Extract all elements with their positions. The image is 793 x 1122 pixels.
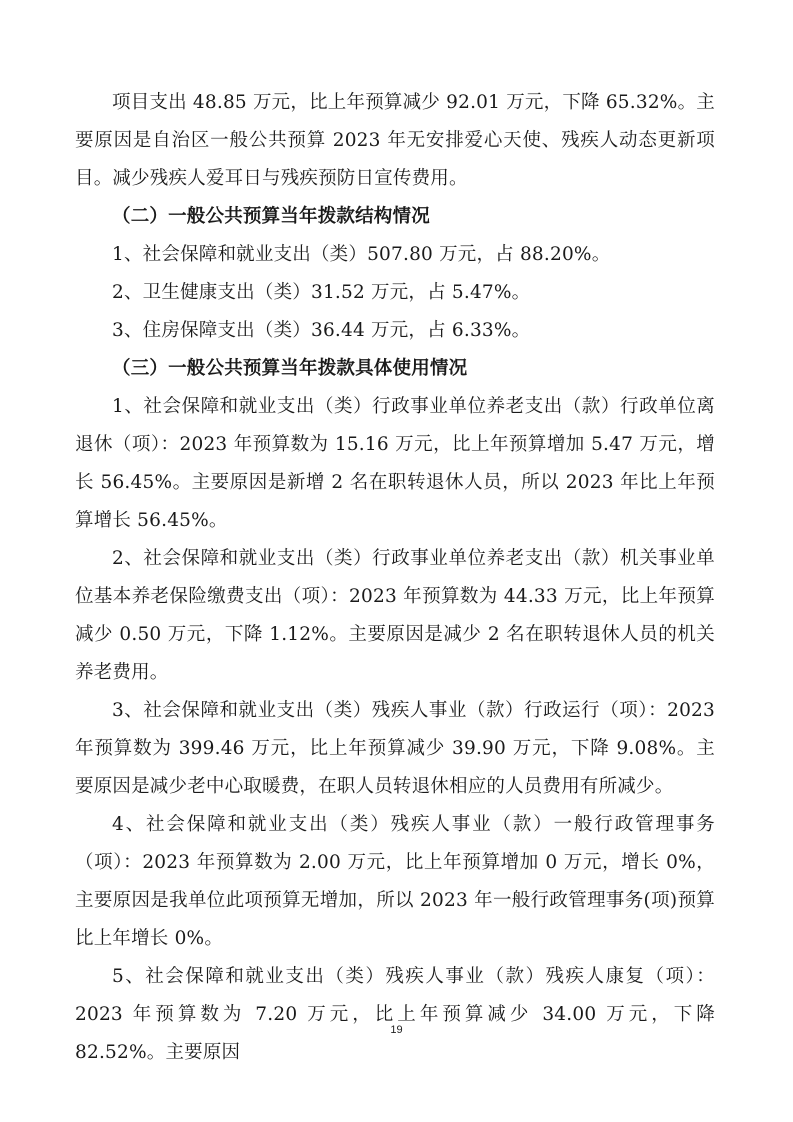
document-body [75,84,715,1072]
paragraph-general-admin-affairs: 4、社会保障和就业支出（类）残疾人事业（款）一般行政管理事务（项）：2023 年预算数为 2.00 万元，比上年预算增加 0 万元，增长 0%，主要原因是我单位此项预算无增加，所以 2023 年一般行政管理事务(项)预算比上年增长 0%。 [75,814,715,949]
section-heading-structure: （二）一般公共预算当年拨款结构情况 [112,206,430,227]
section-heading-usage: （三）一般公共预算当年拨款具体使用情况 [112,358,468,379]
paragraph-disability-rehab: 5、社会保障和就业支出（类）残疾人事业（款）残疾人康复（项）：2023 年预算数为 7.20 万元，比上年预算减少 34.00 万元，下降 82.52%。主要原因 [75,966,715,1063]
page-number: 19 [390,1024,403,1036]
paragraph-housing-share: 3、住房保障支出（类）36.44 万元，占 6.33%。 [112,320,531,341]
paragraph-project-expenditure: 项目支出 48.85 万元，比上年预算减少 92.01 万元，下降 65.32%。主要原因是自治区一般公共预算 2023 年无安排爱心天使、残疾人动态更新项目。减少残疾人爱耳日与残疾预防日宣传费用。 [75,92,715,189]
paragraph-retirement-admin: 1、社会保障和就业支出（类）行政事业单位养老支出（款）行政单位离退休（项）：2023 年预算数为 15.16 万元，比上年预算增加 5.47 万元，增长 56.45%。主要原因是新增 2 名在职转退休人员，所以 2023 年比上年预算增长 56.45%。 [75,396,715,531]
paragraph-health-share: 2、卫生健康支出（类）31.52 万元，占 5.47%。 [112,282,531,303]
paragraph-disability-operations: 3、社会保障和就业支出（类）残疾人事业（款）行政运行（项）：2023 年预算数为 399.46 万元，比上年预算减少 39.90 万元，下降 9.08%。主要原因是减少老中心取暖费，在职人员转退休相应的人员费用有所减少。 [75,700,715,797]
paragraph-social-security-share: 1、社会保障和就业支出（类）507.80 万元，占 88.20%。 [112,244,611,265]
paragraph-pension-insurance: 2、社会保障和就业支出（类）行政事业单位养老支出（款）机关事业单位基本养老保险缴费支出（项）：2023 年预算数为 44.33 万元，比上年预算减少 0.50 万元，下降 1.12%。主要原因是减少 2 名在职转退休人员的机关养老费用。 [75,548,715,683]
